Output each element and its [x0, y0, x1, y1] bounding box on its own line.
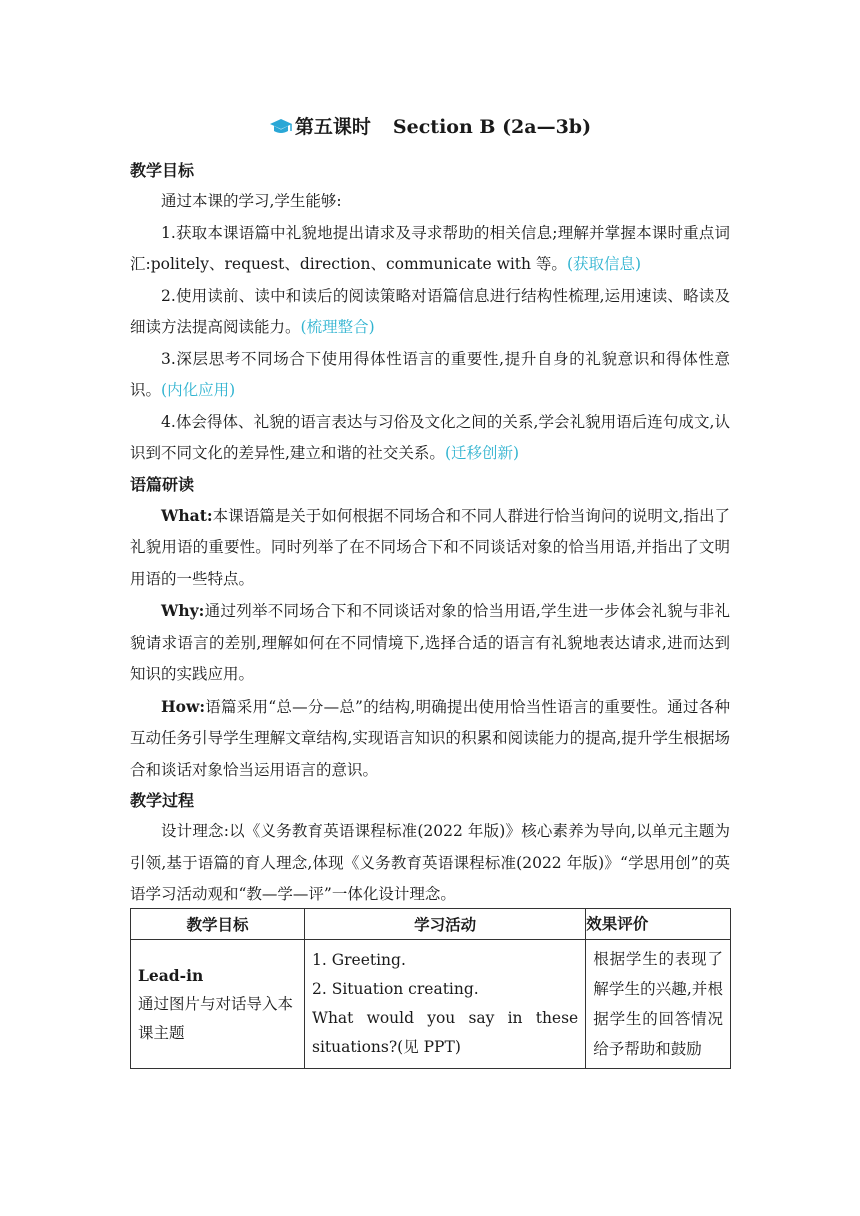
title-en: Section B (2a—3b) [392, 116, 592, 138]
cell-goal [131, 940, 305, 1069]
analysis-why [130, 595, 730, 691]
how-label: How: [161, 696, 206, 716]
cell-activity [305, 940, 586, 1069]
header-activity: 学习活动 [305, 909, 586, 940]
goal-title: Lead-in [138, 965, 204, 985]
analysis-how [130, 691, 730, 787]
lesson-title [0, 114, 860, 144]
goal-item-4 [130, 407, 730, 470]
what-text: 本课语篇是关于如何根据不同场合和不同人群进行恰当询问的说明文,指出了礼貌用语的重要性。同时列举了在不同场合下和不同谈话对象的恰当用语,并指出了文明用语的一些特点。 [130, 506, 730, 588]
why-text: 通过列举不同场合下和不同谈话对象的恰当用语,学生进一步体会礼貌与非礼貌请求语言的差别,理解如何在不同情境下,选择合适的语言有礼貌地表达请求,进而达到知识的实践应用。 [130, 602, 730, 683]
goals-intro: 通过本课的学习,学生能够: [161, 192, 342, 210]
goal-text: 1.获取本课语篇中礼貌地提出请求及寻求帮助的相关信息;理解并掌握本课时重点词汇:politely、request、direction、communicate with 等。 [130, 223, 730, 273]
word: you [427, 1009, 456, 1027]
why-label: Why: [161, 601, 205, 620]
word: would [366, 1009, 415, 1027]
goal-description: 通过图片与对话导入本课主题 [138, 994, 294, 1042]
how-text: 语篇采用“总—分—总”的结构,明确提出使用恰当性语言的重要性。通过各种互动任务引导学生理解文章结构,实现语言知识的积累和阅读能力的提高,提升学生根据场合和谈话对象恰当运用语言的意识。 [130, 697, 730, 779]
goal-item-1 [130, 218, 730, 281]
goal-text: 2.使用读前、读中和读后的阅读策略对语篇信息进行结构性梳理,运用速读、略读及细读方法提高阅读能力。 [130, 286, 730, 336]
goal-tag: (内化应用) [161, 381, 236, 399]
goal-text: 3.深层思考不同场合下使用得体性语言的重要性,提升自身的礼貌意识和得体性意识。 [130, 349, 730, 399]
word: say [468, 1009, 495, 1027]
main-content [130, 156, 730, 911]
table-row [131, 940, 731, 1069]
activity-line-1: 1. Greeting. [312, 951, 406, 969]
activity-line-3 [312, 1004, 578, 1033]
word: in [507, 1009, 523, 1027]
title-cn: 第五课时 [294, 116, 371, 138]
lesson-table [130, 908, 731, 1069]
goal-tag: (获取信息) [566, 255, 642, 273]
word: these [535, 1009, 579, 1027]
analysis-what [130, 500, 730, 596]
header-evaluation: 效果评价 [586, 909, 731, 940]
cell-evaluation: 根据学生的表现了解学生的兴趣,并根据学生的回答情况给予帮助和鼓励 [586, 940, 731, 1069]
process-heading: 教学过程 [130, 791, 195, 810]
table-header-row [131, 909, 731, 940]
header-goal: 教学目标 [131, 909, 305, 940]
analysis-heading: 语篇研读 [130, 474, 195, 494]
goal-item-3 [130, 344, 730, 407]
word: What [312, 1009, 354, 1027]
activity-line-4: situations?(见 PPT) [312, 1038, 461, 1056]
goal-text: 4.体会得体、礼貌的语言表达与习俗及文化之间的关系,学会礼貌用语后连句成文,认识到不同文化的差异性,建立和谐的社交关系。 [130, 412, 730, 462]
goal-item-2 [130, 281, 730, 344]
goal-tag: (梳理整合) [300, 318, 375, 336]
process-design: 设计理念:以《义务教育英语课程标准(2022 年版)》核心素养为导向,以单元主题为引领,基于语篇的育人理念,体现《义务教育英语课程标准(2022 年版)》“学思用创”的英语学习活动观和“教—学—评”一体化设计理念。 [130, 822, 730, 903]
graduation-cap-icon [269, 117, 293, 144]
activity-line-2: 2. Situation creating. [312, 980, 479, 998]
what-label: What: [161, 505, 213, 525]
goals-heading: 教学目标 [130, 161, 195, 180]
goal-tag: (迁移创新) [444, 444, 520, 462]
